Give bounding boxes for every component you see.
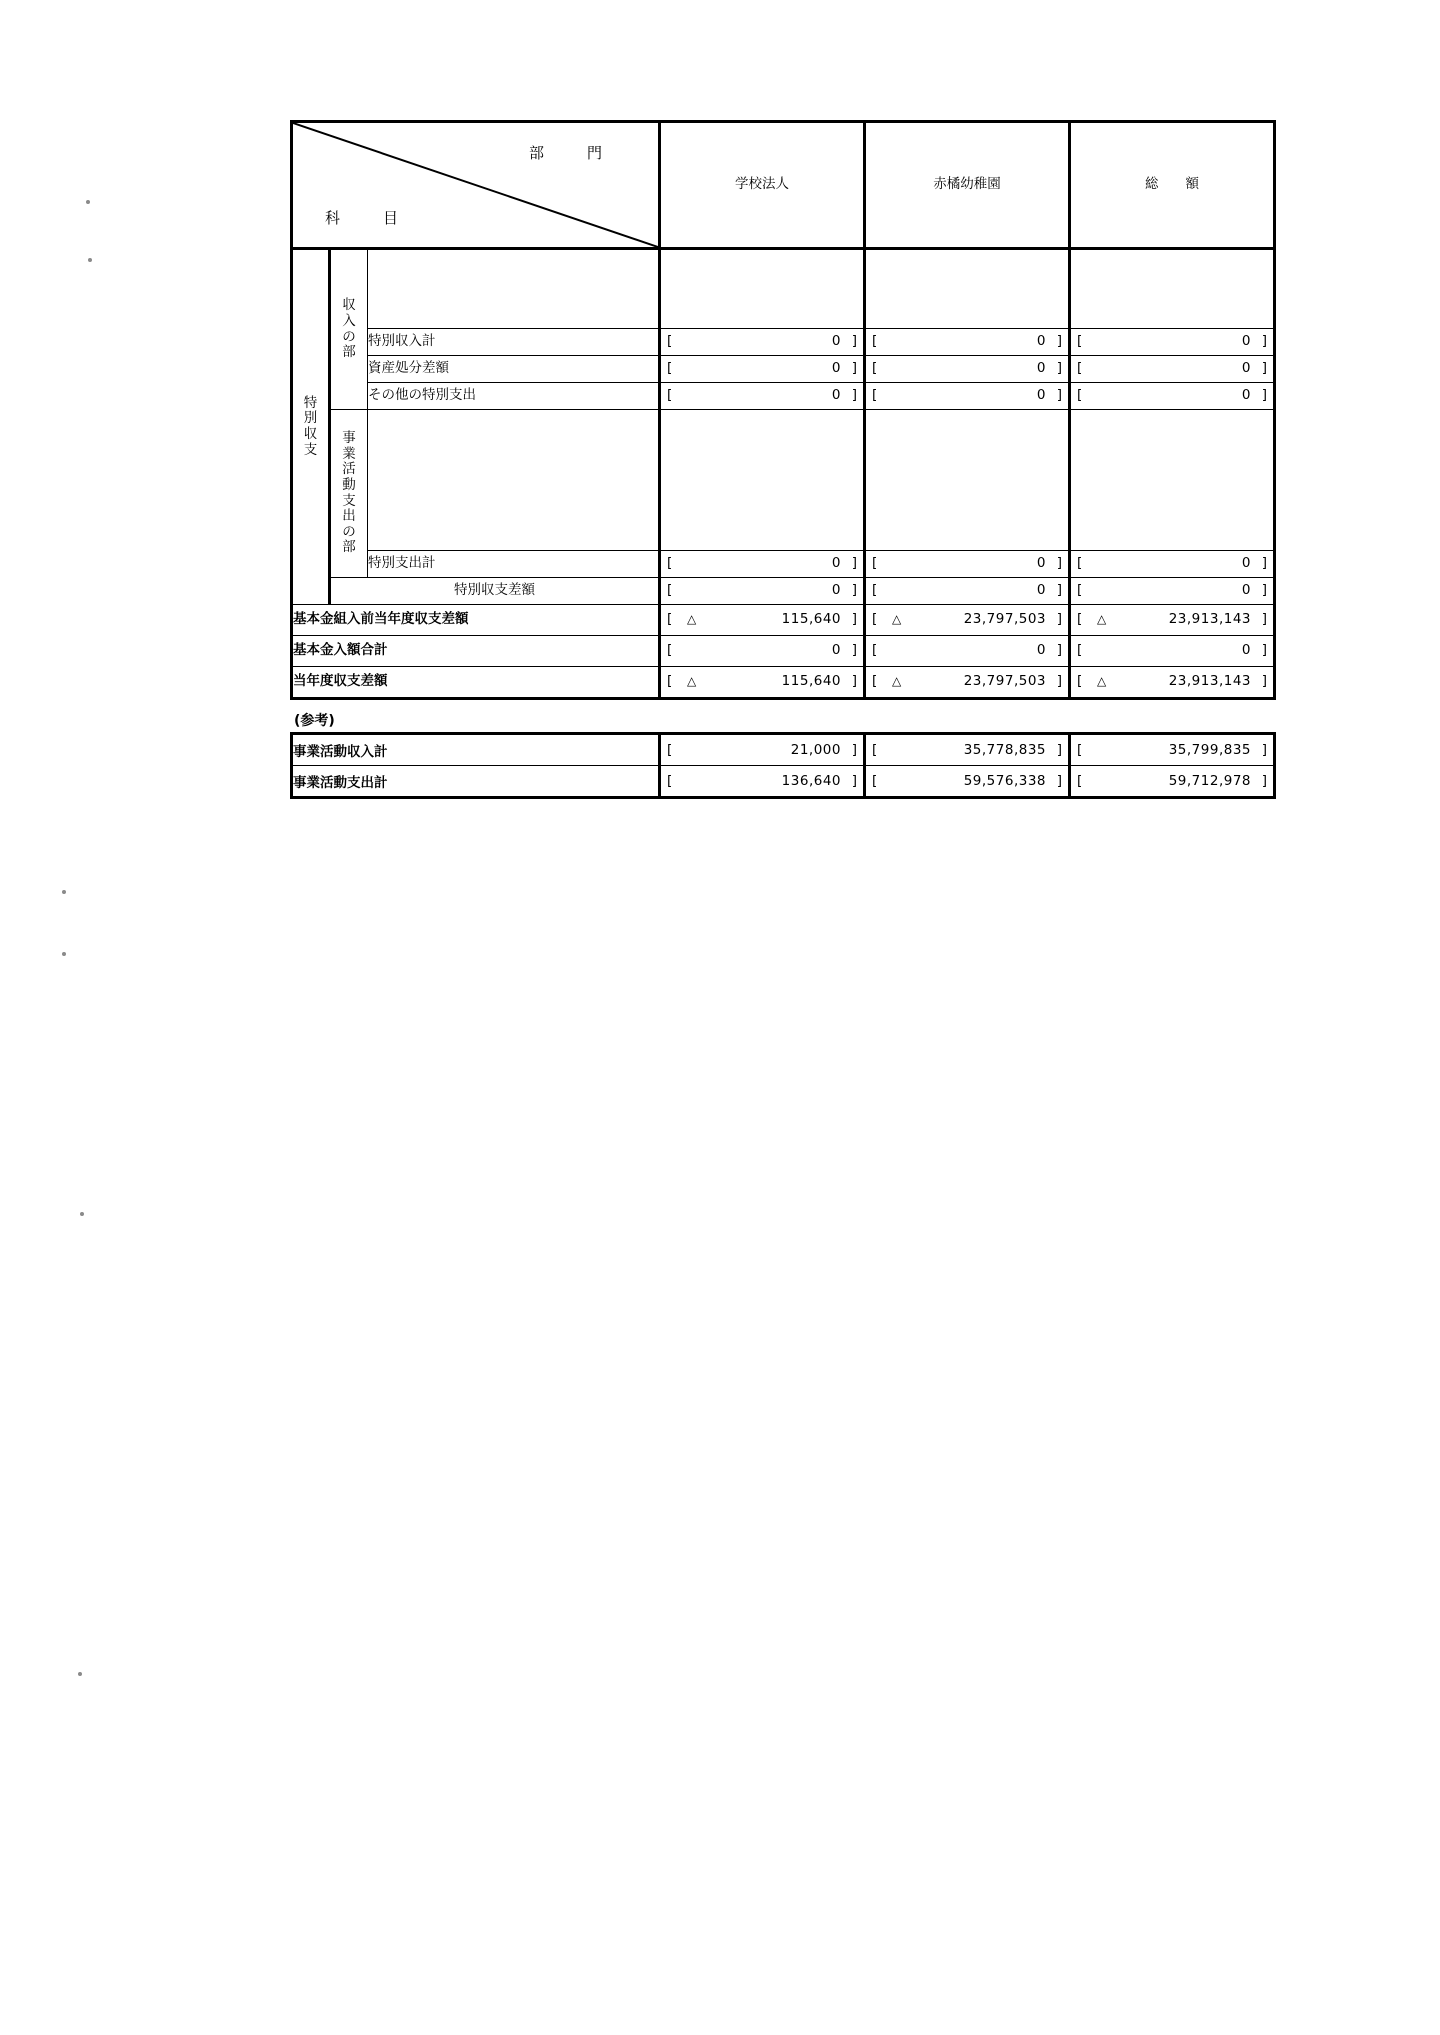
subgroup-label-expense: 事 業 活 動 支 出 の 部 [330,410,368,578]
bracket-open: [ [1077,333,1083,350]
row-value-blank [1070,410,1275,551]
scan-speck [62,890,66,894]
row-value-activity-expense-total-sum [1070,766,1275,798]
bracket-open: [ [872,642,878,659]
row-value-basic-fund-total-sum [1070,636,1275,667]
table-row [292,605,1275,636]
negative-triangle-icon: △ [1097,612,1107,627]
bracket-open: [ [872,773,878,789]
bracket-close: ] [851,387,857,404]
value-text: 0 [1036,333,1046,350]
row-label-asset-disposal-difference: 資産処分差額 [368,356,660,383]
scan-speck [88,258,92,262]
bracket-close: ] [851,582,857,599]
row-value-current-year-balance-corp [660,667,865,699]
row-label-basic-fund-total: 基本金入額合計 [292,636,660,667]
row-value-balance-before-basic-fund-corp [660,605,865,636]
header-account-label: 科 目 [325,208,413,227]
row-value-other-special-expense-corp [660,383,865,410]
bracket-close: ] [1261,582,1267,599]
header-col-total: 総 額 [1070,122,1275,249]
value-text: 0 [1036,555,1046,572]
row-label-balance-before-basic-fund: 基本金組入前当年度収支差額 [292,605,660,636]
table-row [292,410,1275,551]
negative-triangle-icon: △ [687,674,697,689]
value-text: 0 [1241,582,1251,599]
bracket-close: ] [851,360,857,377]
table-row [292,636,1275,667]
negative-triangle-icon: △ [892,612,902,627]
bracket-open: [ [872,333,878,350]
bracket-open: [ [667,360,673,377]
header-col-corporation: 学校法人 [660,122,865,249]
reference-label: (参考) [294,713,335,729]
row-label-activity-expense-total: 事業活動支出計 [292,766,660,798]
row-value-activity-expense-total-kinder [865,766,1070,798]
row-value-asset-disposal-kinder [865,356,1070,383]
bracket-close: ] [1261,673,1267,690]
bracket-close: ] [1056,582,1062,599]
bracket-close: ] [851,611,857,628]
value-text: 0 [831,360,841,377]
row-value-other-special-expense-kinder [865,383,1070,410]
bracket-close: ] [1056,673,1062,690]
row-label-other-special-expense: その他の特別支出 [368,383,660,410]
row-value-special-balance-sum [1070,578,1275,605]
row-value-special-balance-corp [660,578,865,605]
group-label-special-balance: 特 別 収 支 [292,249,330,605]
row-value-current-year-balance-kinder [865,667,1070,699]
row-value-special-expense-total-kinder [865,551,1070,578]
scan-speck [86,200,90,204]
value-text: 0 [1241,387,1251,404]
bracket-close: ] [1261,555,1267,572]
value-text: 23,913,143 [1168,673,1251,690]
value-text: 59,576,338 [963,773,1046,789]
row-value-special-income-total-sum [1070,329,1275,356]
bracket-open: [ [1077,582,1083,599]
value-text: 0 [1241,333,1251,350]
row-value-asset-disposal-corp [660,356,865,383]
row-value-other-special-expense-sum [1070,383,1275,410]
row-value-balance-before-basic-fund-sum [1070,605,1275,636]
row-value-basic-fund-total-kinder [865,636,1070,667]
bracket-open: [ [1077,555,1083,572]
row-value-special-income-total-kinder [865,329,1070,356]
bracket-open: [ [872,673,878,690]
row-label-special-balance-difference: 特別収支差額 [330,578,660,605]
bracket-close: ] [1056,555,1062,572]
value-text: 0 [831,555,841,572]
bracket-close: ] [851,742,857,758]
value-text: 0 [1241,642,1251,659]
table-row [292,578,1275,605]
table-row [292,551,1275,578]
negative-triangle-icon: △ [892,674,902,689]
bracket-close: ] [851,642,857,659]
value-text: 0 [1036,642,1046,659]
row-value-special-balance-kinder [865,578,1070,605]
bracket-open: [ [872,360,878,377]
main-table [290,120,1276,700]
value-text: 0 [831,333,841,350]
bracket-close: ] [1056,611,1062,628]
value-text: 35,778,835 [963,742,1046,758]
header-col-kindergarten: 赤橘幼稚園 [865,122,1070,249]
bracket-close: ] [1056,360,1062,377]
bracket-close: ] [1261,742,1267,758]
bracket-close: ] [851,333,857,350]
value-text: 23,913,143 [1168,611,1251,628]
negative-triangle-icon: △ [687,612,697,627]
bracket-close: ] [1056,333,1062,350]
row-value-current-year-balance-sum [1070,667,1275,699]
row-value-activity-expense-total-corp [660,766,865,798]
row-value-blank [660,410,865,551]
value-text: 23,797,503 [963,611,1046,628]
row-label-blank [368,410,660,551]
table-header-row [292,122,1275,249]
row-value-blank [865,410,1070,551]
value-text: 23,797,503 [963,673,1046,690]
bracket-close: ] [1056,387,1062,404]
bracket-close: ] [851,673,857,690]
scan-speck [62,952,66,956]
value-text: 0 [831,582,841,599]
value-text: 0 [1036,387,1046,404]
row-value-blank [865,249,1070,329]
table-row [292,734,1275,766]
bracket-open: [ [872,387,878,404]
value-text: 115,640 [781,673,841,690]
bracket-open: [ [872,582,878,599]
row-value-balance-before-basic-fund-kinder [865,605,1070,636]
value-text: 21,000 [790,742,841,758]
bracket-close: ] [1261,387,1267,404]
bracket-close: ] [1261,642,1267,659]
row-label-special-income-total: 特別収入計 [368,329,660,356]
row-value-special-expense-total-sum [1070,551,1275,578]
bracket-open: [ [1077,387,1083,404]
table-row [292,383,1275,410]
bracket-open: [ [872,555,878,572]
row-value-activity-income-total-kinder [865,734,1070,766]
bracket-open: [ [1077,611,1083,628]
value-text: 35,799,835 [1168,742,1251,758]
bracket-open: [ [667,387,673,404]
row-value-special-income-total-corp [660,329,865,356]
row-label-current-year-balance: 当年度収支差額 [292,667,660,699]
value-text: 0 [1036,360,1046,377]
bracket-close: ] [1261,773,1267,789]
bracket-close: ] [1261,360,1267,377]
bracket-open: [ [1077,642,1083,659]
negative-triangle-icon: △ [1097,674,1107,689]
row-value-blank [1070,249,1275,329]
table-row [292,356,1275,383]
value-text: 0 [1241,555,1251,572]
header-diagonal-cell [292,122,660,249]
row-value-asset-disposal-sum [1070,356,1275,383]
bracket-open: [ [667,673,673,690]
bracket-open: [ [872,611,878,628]
subgroup-label-income: 収 入 の 部 [330,249,368,410]
diagonal-line-icon [293,123,658,247]
row-value-basic-fund-total-corp [660,636,865,667]
row-value-activity-income-total-sum [1070,734,1275,766]
table-row [292,249,1275,329]
row-value-activity-income-total-corp [660,734,865,766]
bracket-open: [ [667,555,673,572]
table-row [292,329,1275,356]
bracket-open: [ [1077,742,1083,758]
bracket-open: [ [667,642,673,659]
value-text: 59,712,978 [1168,773,1251,789]
value-text: 136,640 [781,773,841,789]
bracket-open: [ [667,333,673,350]
row-value-special-expense-total-corp [660,551,865,578]
bracket-open: [ [1077,773,1083,789]
table-row [292,766,1275,798]
row-label-activity-income-total: 事業活動収入計 [292,734,660,766]
value-text: 0 [831,642,841,659]
header-department-label: 部 門 [528,144,616,162]
bracket-open: [ [1077,673,1083,690]
bracket-close: ] [851,555,857,572]
row-value-blank [660,249,865,329]
bracket-open: [ [667,611,673,628]
value-text: 0 [1241,360,1251,377]
row-label-blank [368,249,660,329]
bracket-close: ] [1261,333,1267,350]
value-text: 0 [831,387,841,404]
value-text: 0 [1036,582,1046,599]
bracket-close: ] [1056,642,1062,659]
scan-speck [78,1672,82,1676]
value-text: 115,640 [781,611,841,628]
bracket-close: ] [1261,611,1267,628]
row-label-special-expense-total: 特別支出計 [368,551,660,578]
table-row [292,667,1275,699]
bracket-open: [ [1077,360,1083,377]
reference-table [290,732,1276,799]
bracket-open: [ [667,742,673,758]
bracket-close: ] [1056,773,1062,789]
bracket-open: [ [872,742,878,758]
financial-statement-sheet [290,120,1275,799]
bracket-open: [ [667,773,673,789]
scan-speck [80,1212,84,1216]
bracket-close: ] [851,773,857,789]
bracket-open: [ [667,582,673,599]
bracket-close: ] [1056,742,1062,758]
